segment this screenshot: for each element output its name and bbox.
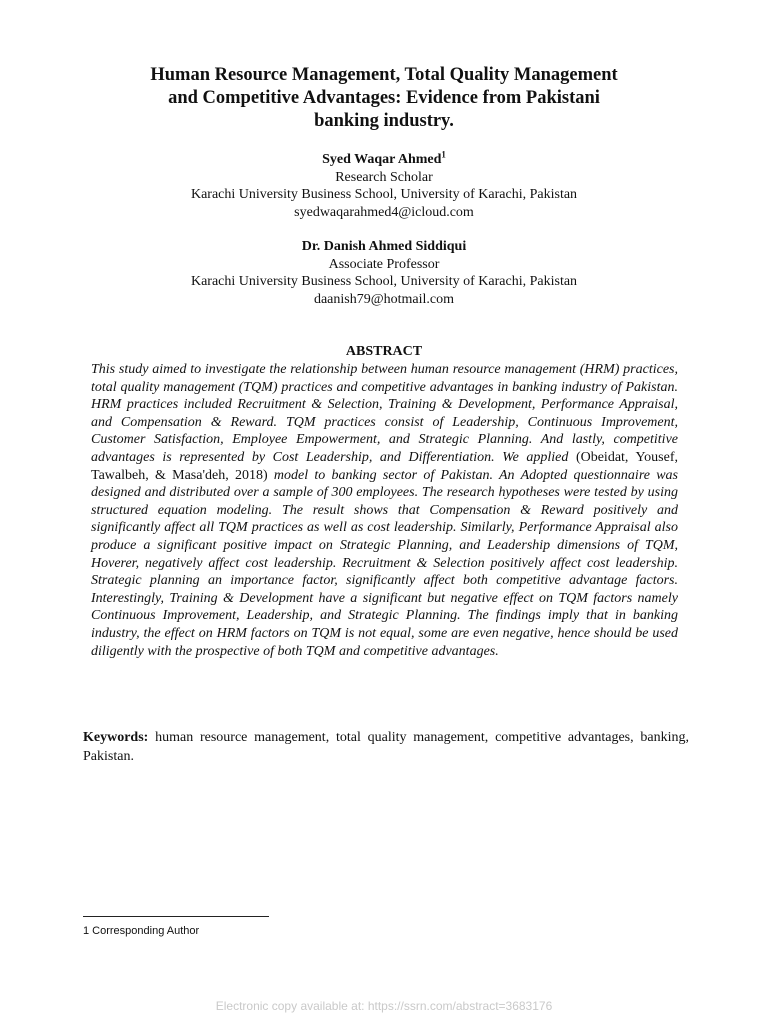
author-block-2 xyxy=(84,238,684,308)
author-role: Research Scholar xyxy=(335,169,433,185)
footnote-marker: 1 xyxy=(441,149,446,160)
author-block-1 xyxy=(84,151,684,221)
keywords xyxy=(83,729,689,766)
title-line: Human Resource Management, Total Quality Management xyxy=(150,65,618,85)
abstract-heading: ABSTRACT xyxy=(345,344,423,359)
title-line: and Competitive Advantages: Evidence from Pakistani xyxy=(168,88,600,108)
author-email[interactable]: syedwaqarahmed4@icloud.com xyxy=(294,204,474,220)
author-affiliation: Karachi University Business School, University of Karachi, Pakistan xyxy=(190,274,578,290)
paper-title xyxy=(70,64,698,133)
author-role: Associate Professor xyxy=(328,256,440,272)
abstract-body: This study aimed to investigate the relationship between human resource management (HRM) practices, total quality management (TQM) practices and competitive advantages in banking industry of Pakistan. HRM practices included Recruitment & Selection, Training & Development, Performance Appraisal, and Compensation & Reward. TQM practices consist of Leadership, Continuous Improvement, Customer Satisfaction, Employee Empowerment, and Strategic Planning. And lastly, competitive advantages is represented by Cost Leadership, and Differentiation. We applied (Obeidat, Yousef, Tawalbeh, & Masa'deh, 2018) model to banking sector of Pakistan. An Adopted questionnaire was designed and distributed over a sample of 300 employees. The research hypotheses were tested by using structured equation modeling. The result shows that Compensation & Reward positively and significantly affect all TQM practices as well as cost leadership. Similarly, Performance Appraisal also produce a significant positive impact on Strategic Planning, and Leadership dimensions of TQM, Hoverer, negatively affect cost leadership. Recruitment & Selection positively affect cost leadership. Strategic planning an importance factor, significantly affect both competitive advantage factors. Interestingly, Training & Development have a significant but negative effect on TQM factors namely Continuous Improvement, Leadership, and Strategic Planning. The findings imply that in banking industry, the effect on HRM factors on TQM is not equal, some are even negative, hence should be used diligently with the prospective of both TQM and competitive advantages. xyxy=(91,362,679,659)
author-email[interactable]: daanish79@hotmail.com xyxy=(313,291,455,307)
ssrn-footer-link[interactable]: Electronic copy available at: https://ssrn.com/abstract=3683176 xyxy=(215,999,553,1013)
footnote: 1 Corresponding Author xyxy=(83,925,200,937)
author-name: Dr. Danish Ahmed Siddiqui xyxy=(301,239,467,254)
keywords-text: human resource management, total quality management, competitive advantages, banking, Pakistan. xyxy=(83,730,689,764)
abstract-citation: (Obeidat, Yousef, Tawalbeh, & Masa'deh, 2018) xyxy=(91,449,678,483)
author-affiliation: Karachi University Business School, University of Karachi, Pakistan xyxy=(190,187,578,203)
title-line: banking industry. xyxy=(314,111,454,131)
footnote-divider xyxy=(83,916,269,917)
author-name: Syed Waqar Ahmed$^1$ xyxy=(322,149,446,167)
keywords-label: Keywords: xyxy=(83,730,149,745)
